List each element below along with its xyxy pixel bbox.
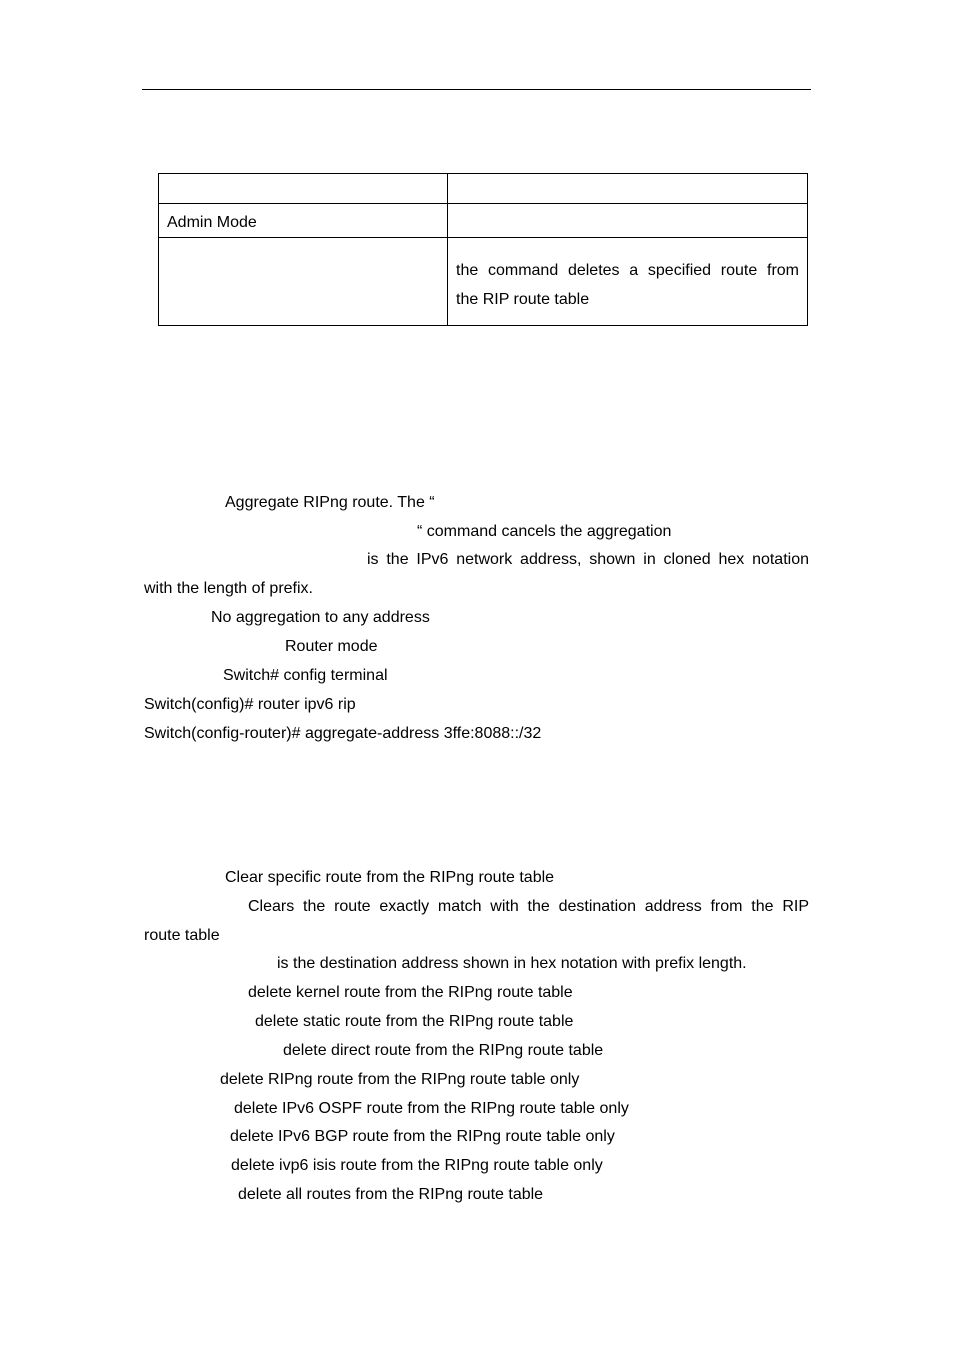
table-cell [159, 174, 448, 204]
clear-kernel: delete kernel route from the RIPng route table [248, 984, 573, 1001]
table-cell [159, 238, 448, 326]
table-cell [448, 238, 808, 326]
aggregate-param-cont: with the length of prefix. [144, 580, 313, 597]
clear-isis: delete ivp6 isis route from the RIPng route table only [231, 1157, 603, 1174]
clear-ripng: delete RIPng route from the RIPng route table only [220, 1071, 580, 1088]
admin-mode-label: Admin Mode [167, 214, 257, 231]
clear-static: delete static route from the RIPng route table [255, 1013, 574, 1030]
command-description: the command deletes a specified route from [456, 262, 799, 279]
aggregate-usage: Aggregate RIPng route. The “ [225, 494, 435, 511]
clear-all: delete all routes from the RIPng route table [238, 1186, 544, 1203]
clear-explain-text: Clears the route exactly match with the destination address from the RIP [248, 898, 809, 915]
clear-explain [248, 897, 809, 917]
clear-usage: Clear specific route from the RIPng route table [225, 869, 555, 886]
aggregate-example-1: Switch# config terminal [223, 667, 388, 684]
clear-ospf: delete IPv6 OSPF route from the RIPng route table only [234, 1100, 629, 1117]
aggregate-usage-cont: “ command cancels the aggregation [417, 523, 672, 540]
table-cell [448, 174, 808, 204]
clear-explain-cont: route table [144, 927, 220, 944]
clear-direct: delete direct route from the RIPng route table [283, 1042, 604, 1059]
clear-bgp: delete IPv6 BGP route from the RIPng route table only [230, 1128, 615, 1145]
header-rule [142, 89, 811, 90]
clear-param: is the destination address shown in hex notation with prefix length. [277, 955, 747, 972]
aggregate-example-3: Switch(config-router)# aggregate-address 3ffe:8088::/32 [144, 725, 542, 742]
table-row [159, 238, 808, 326]
aggregate-param [367, 550, 809, 570]
aggregate-default: No aggregation to any address [211, 609, 430, 626]
aggregate-mode: Router mode [285, 638, 378, 655]
table-cell [448, 204, 808, 238]
aggregate-param-text: is the IPv6 network address, shown in cloned hex notation [367, 551, 809, 568]
table-cell [159, 204, 448, 238]
table-row [159, 174, 808, 204]
aggregate-example-2: Switch(config)# router ipv6 rip [144, 696, 356, 713]
command-mode-table [158, 173, 808, 326]
command-description-cont: the RIP route table [456, 291, 590, 308]
table-row [159, 204, 808, 238]
